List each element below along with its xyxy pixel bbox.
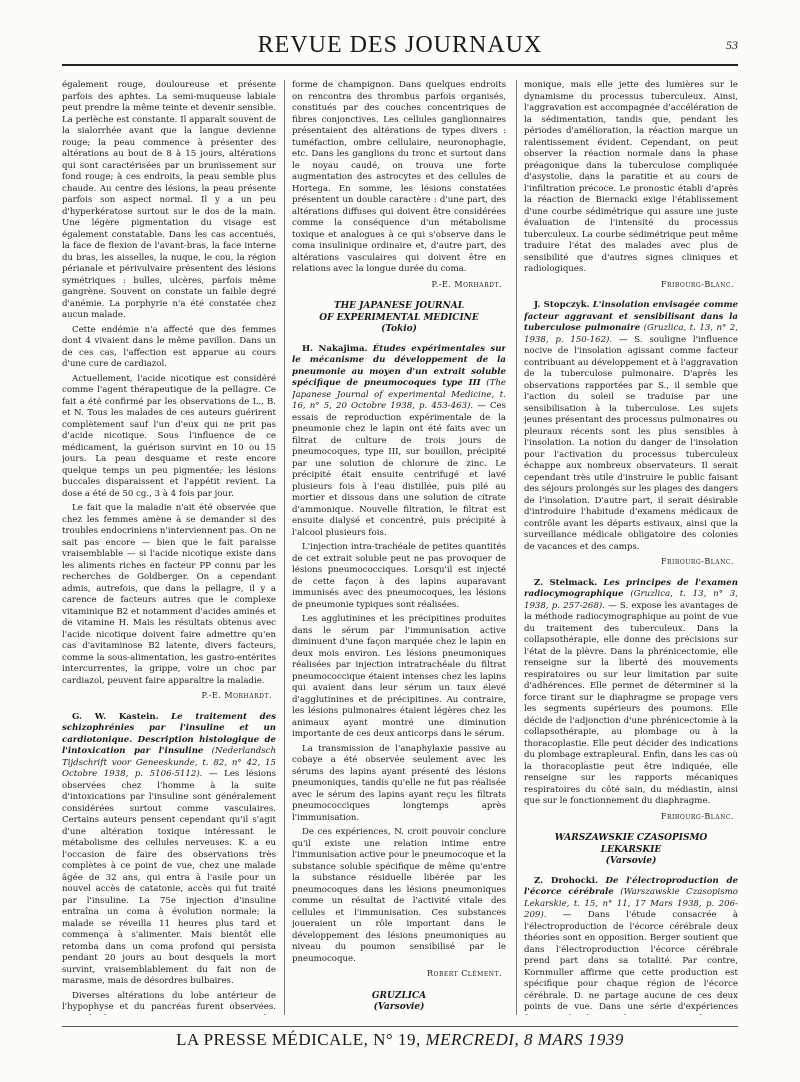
- footer-year: 1939: [587, 1030, 624, 1049]
- article-body: S. souligne l'influence nocive de l'insolation agissant comme facteur contribuant au développement et à l'aggravation de la tuberculose pulmonaire. D'après les observations rapportées par S., il semble que l'action du soleil se traduise par une sensibilisation à la tuberculose. Les sujets jeunes présentant des processus pulmonaires ou pleuraux récents sont les plus sensibles à l'insolation. La notion du danger de l'insolation pour l'activation du processus tuberculeux échappe aux nombreux observateurs. Il serait cependant très utile d'instruire le public faisant des séjours prolongés sur les plages des dangers de l'insolation. D'autre part, il serait désirable d'introduire l'habitude d'examens médicaux de contrôle avant les départs estivaux, ainsi que la surveillance médicale obligatoire des colonies de vacances et des camps.: [524, 334, 738, 552]
- page-header: [62, 30, 738, 66]
- page-title: REVUE DES JOURNAUX: [257, 32, 543, 58]
- journal-heading: OF EXPERIMENTAL MEDICINE: [319, 313, 479, 323]
- paragraph: Cette endémie n'a affecté que des femmes dont 4 vivaient dans le même pavillon. Dans un de ces cas, l'affection est apparue au cours d'une cure de cardiazol.: [62, 324, 276, 369]
- paragraph: forme de champignon. Dans quelques endroits on rencontra des thrombus parfois organisés, constitués par des couches concentriques de fibres conjonctives. Les cellules ganglionnaires présentaient des altérations de types divers : tuméfaction, ombre cellulaire, neuronophagie, etc. Dans les ganglions du tronc et surtout dans le noyau caudé, on trouva une forte augmentation des astrocytes et des cellules de Hortega. En somme, les lésions constatées présentent un double caractère : d'une part, des altérations diffuses qui doivent être considérées comme la conséquence d'un métabolisme toxique et analogues à ce qui s'observe dans le coma insulinique ordinaire et, d'autre part, des altérations vasculaires qui doivent être en relations avec la longue durée du coma.: [292, 80, 506, 274]
- journal-heading: WARSZAWSKIE CZASOPISMO LEKARSKIE: [554, 833, 708, 855]
- author-signature: Fribourg-Blanc.: [660, 811, 734, 821]
- article-body: Les lésions observées chez l'homme à la suite d'intoxications par l'insuline sont généralement considérées surtout comme vasculaires. Certains auteurs pensent cependant qu'il s'agit d'une altération toxique intéressant le métabolisme des cellules nerveuses. K. a eu l'occasion de faire des observations très complètes à ce point de vue, chez une malade âgée de 32 ans, qui entra à l'asile pour un nouvel accès de catatonie, accès qui fut traité par l'insuline. La 75e injection d'insuline entraîna un coma à évolution normale; la malade se réveilla 11 heures plus tard et commença à s'alimenter. Mais bientôt elle retomba dans un coma profond qui persista pendant 20 jours au bout desquels la mort survint, vraisemblablement du fait non de marasme, mais de désordres bulbaires.: [62, 769, 276, 986]
- paragraph: L'injection intra-trachéale de petites quantités de cet extrait soluble peut ne pas provoquer de lésions pneumococciques. Lorsqu'il est injecté de cette façon à des lapins auparavant immunisés avec des pneumocoques, les lésions de pneumonie typiques sont réalisées.: [292, 542, 506, 610]
- journal-heading: GRUZLICA: [371, 990, 427, 1001]
- author-signature: P.-E. Morhardt.: [431, 279, 502, 289]
- article-author: Z. Stelmack.: [534, 577, 598, 588]
- journal-heading: THE JAPANESE JOURNAL: [333, 301, 465, 311]
- article-reference: (Nederlandsch Tijdschrift voor Geneeskunde, t. 82, n° 42, 15 Octobre 1938, p. 5106-5112). —: [62, 746, 276, 779]
- article-body: S. expose les avantages de la méthode radiocymographique au point de vue du traitement des tuberculeux. Dans la collapsothérapie, elle donne des précisions sur l'état de la plèvre. Dans la phrénicectomie, elle renseigne sur la liberté des mouvements respiratoires ou sur leur limitation par suite d'adhérences. Elle permet de déterminer si la force tirant sur le diaphragme se propage vers les segments supérieurs des poumons. Elle décide de l'adjonction d'une phrénicectomie à la collapsothérapie, au plombage ou à la thoracoplastie. Elle peut décider des indications du plombage extrapleural. Enfin, dans les cas où la thoracoplastie peut être indiquée, elle renseigne sur les rapports mécaniques respiratoires du côté sain, du médiastin, ainsi que sur le fonctionnement du diaphragme.: [524, 600, 738, 806]
- author-signature: Fribourg-Blanc.: [660, 279, 734, 289]
- journal-city: (Varsovie): [605, 856, 657, 866]
- article-title: L'insolation envisagée comme facteur aggravant et sensibilisant dans la tuberculose pulmonaire: [524, 300, 738, 333]
- article-body: Dans l'étude consacrée à l'électroproduction de l'écorce cérébrale deux théories sont en opposition. Berger soutient que dans l'électroproduction l'écorce cérébrale prend part dans sa totalité. Par contre, Kornmuller affirme que cette production est spécifique pour chaque région de l'écorce cérébrale. D. ne partage aucune de ces deux points de vue. Dans une série d'expériences: [524, 910, 738, 1012]
- article-author: J. Stopczyk.: [534, 300, 590, 310]
- page-footer: [62, 1026, 738, 1056]
- article-entry: [524, 300, 738, 553]
- footer-journal-issue: LA PRESSE MÉDICALE, N° 19,: [176, 1030, 421, 1049]
- paragraph: monique, mais elle jette des lumières sur le dynamisme du processus tuberculeux. Ainsi, l'aggravation est accompagnée d'accélération de la sédimentation, tandis que, pendant les périodes d'amélioration, la réaction marque un ralentissement évident. Cependant, on peut observer la réaction normale dans la phase préagonique dans la tuberculose compliquée d'asystolie, dans la paratitie et au cours de l'infiltration précoce. Le pronostic établi d'après la réaction de Biernacki exige l'établissement d'une courbe sédimétrique qui assure une juste évaluation de l'intensité du processus tuberculeux. La courbe sédimétrique peut même traduire l'état des malades avec plus de sensibilité que d'autres signes cliniques et radiologiques.: [524, 80, 738, 274]
- footer-date: MERCREDI, 8 MARS: [425, 1030, 584, 1049]
- article-title: Les principes de l'examen radiocymographique: [524, 577, 738, 599]
- paragraph: Le fait que la maladie n'ait été observée que chez les femmes amène à se demander si des troubles endocriniens n'interviennent pas. On ne sait pas encore — bien que le fait paraisse vraisemblable — si l'acide nicotique existe dans les aliments riches en facteur PP connu par les recherches de Goldberger. On a cependant admis, autrefois, que dans la pellagre, il y a carence de facteurs autres que le complexe vitaminique B2 et notamment d'acides aminés et de vitamine H. Mais les résultats obtenus avec l'acide nicotique doivent faire admettre qu'en cas d'avitaminose B2 latente, divers facteurs, comme la sous-alimentation, les gastro-entérites intercurrentes, la grippe, voire un choc par cardiazol, peuvent faire apparaître la maladie.: [62, 503, 276, 686]
- author-signature: Robert Clément.: [427, 969, 502, 978]
- author-signature: P.-E. Morhardt.: [201, 691, 272, 700]
- article-title: Le traitement des schizophrénies par l'insuline et un cardiotonique. Description histologique de l'intoxication par l'insuline: [62, 711, 276, 756]
- journal-city: (Tokio): [381, 324, 417, 334]
- column-right: [524, 80, 738, 1015]
- paragraph: Actuellement, l'acide nicotique est considéré comme l'agent thérapeutique de la pellagre. Ce fait a été confirmé par les observations de L., B. et N. Tous les malades de ces auteurs guérirent complètement sauf l'un d'eux qui ne prit pas d'acide nicotique. Sous l'influence de ce médicament, la guérison survint en 10 ou 15 jours. La peau desquame et reste encore quelque temps un peu pigmentée; les lésions buccales disparaissent et l'appétit revient. La dose a été de 50 cg., 3 à 4 fois par jour.: [62, 373, 276, 499]
- article-body: Ces essais de reproduction expérimentale de la pneumonie chez le lapin ont été faits avec un filtrat de culture de trois jours de pneumocoques, type III, sur bouillon, précipité par une solution de chlorure de zinc. Le précipité était ensuite centrifugé et lavé plusieurs fois à l'eau distillée, puis pilé au mortier et dissous dans une solution de citrate d'ammonique. Nouvelle filtration, le filtrat est ensuite dialysé et concentré, puis précipité à l'alcool plusieurs fois.: [292, 401, 506, 538]
- article-entry: [524, 876, 738, 1016]
- paragraph: De ces expériences, N. croit pouvoir conclure qu'il existe une relation intime entre l'immunisation active pour le pneumocoque et la substance soluble spécifique de même qu'entre la substance résiduelle libérée par les pneumocoques dans les lésions pneumoniques comme un résultat de l'activité vitale des cellules et l'immunisation. Ces substances joueraient un rôle important dans le développement des lésions pneumoniques au niveau du poumon sensibilisé par le pneumocoque.: [292, 827, 506, 964]
- column-divider: [516, 80, 517, 1015]
- article-title: De l'électroproduction de l'écorce cérébrale: [524, 875, 738, 897]
- article-entry: [62, 712, 276, 988]
- article-author: H. Nakajima.: [302, 343, 368, 354]
- article-reference: (Gruzlica, t. 13, n° 3, 1938, p. 257-268). —: [524, 589, 738, 611]
- page-number: 53: [726, 38, 738, 52]
- column-middle: [292, 80, 506, 1015]
- article-author: G. W. Kastein.: [72, 711, 159, 722]
- paragraph: La transmission de l'anaphylaxie passive au cobaye a été observée seulement avec les sérums des lapins ayant présenté des lésions pneumoniques, tandis qu'elle ne fut pas réalisée avec le sérum des lapins ayant reçu les filtrats pneumococciques longtemps après l'immunisation.: [292, 743, 506, 823]
- paragraph: également rouge, douloureuse et présente parfois des aphtes. La semi-muqueuse labiale peut prendre la même teinte et devenir sensible. La perlèche est constante. Il apparaît souvent de la sialorrhée avant que la langue devienne rouge; la peau commence à présenter des altérations au bout de 8 à 15 jours, altérations qui sont caractérisées par un brunissement sur fond rouge; à ces endroits, la peau semble plus chaude. Au centre des lésions, la peau présente parfois son aspect normal. Il y a un peu d'hyperkératose surtout sur le dos de la main. Une légère pigmentation du visage est également constatable. Dans les cas accentués, la face de flexion de l'avant-bras, la face interne du bras, les aisselles, la nuque, le cou, la région périanale et périvulvaire présentent des lésions symétriques : bulles, ulcères, parfois même gangrène. Souvent on constate un faible degré d'anémie. La porphyrie n'a été constatée chez aucun malade.: [62, 80, 276, 320]
- article-reference: (Gruzlica, t. 13, n° 2, 1938, p. 150-162). —: [524, 323, 738, 345]
- article-entry: [524, 578, 738, 808]
- text-columns: [62, 80, 738, 1015]
- article-reference: (The Japanese Journal of experimental Medicine, t. 16, n° 5, 20 Octobre 1938, p. 453-463). —: [292, 378, 506, 411]
- article-reference: (Warszawskie Czasopismo Lekarskie, t. 15, n° 11, 17 Mars 1938, p. 206-209). —: [524, 887, 738, 920]
- journal-city: (Varsovie): [373, 1001, 425, 1012]
- paragraph: Diverses altérations du lobe antérieur de l'hypophyse et du pancréas furent observées.: [62, 990, 276, 1012]
- article-author: Z. Drohocki.: [534, 875, 599, 886]
- article-entry: [292, 344, 506, 540]
- column-divider: [284, 80, 285, 1015]
- author-signature: Fribourg-Blanc.: [660, 557, 734, 566]
- column-left: [62, 80, 276, 1015]
- paragraph: Les agglutinines et les précipitines produites dans le sérum par l'immunisation active diminuent d'une façon marquée chez le lapin en deux mois environ. Les lésions pneumoniques réalisées par injection intratrachéale du filtrat pneumococcique étaient intenses chez les lapins qui avaient dans leur sérum un taux élevé d'agglutinines et de précipitines. Au contraire, les lésions pulmonaires étaient légères chez les animaux ayant montré une diminution importante de ces deux anticorps dans le sérum.: [292, 614, 506, 739]
- article-title: Études expérimentales sur le mécanisme du développement de la pneumonie au moyen d'un extrait soluble spécifique de pneumocoques type III: [292, 343, 506, 388]
